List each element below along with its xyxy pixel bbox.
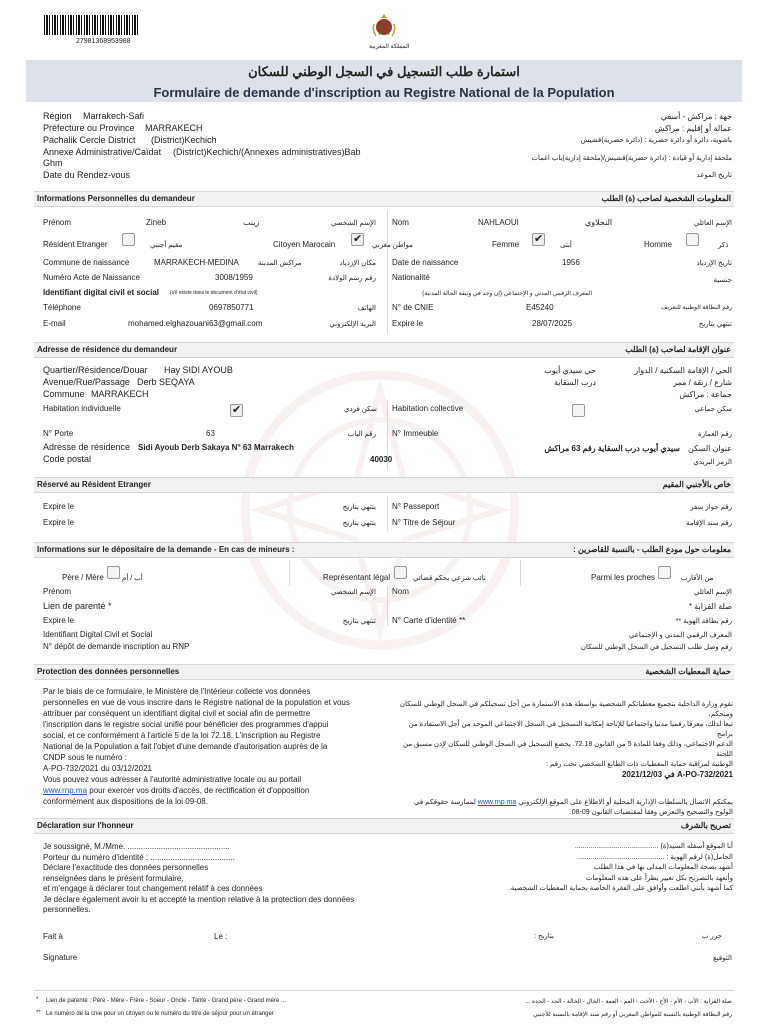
protection-line: Par le biais de ce formulaire, le Ministère de l'Intérieur collecte vos données [43, 687, 311, 696]
dep-prenom-ar: الإسم الشخصي [330, 589, 376, 596]
title-fr: Formulaire de demande d'inscription au Registre National de la Population [153, 85, 615, 100]
section-personal-title-ar: المعلومات الشخصية لصاحب (ة) الطلب [601, 194, 731, 203]
declaration-line-ar: كما أشهد بأنني اطلعت وأوافق على الفقرة الخاصة بحماية المعطيات الشخصية. [508, 885, 733, 892]
quartier-ar-label: الحي / الإقامة السكنية / الدوار [634, 366, 732, 375]
section-address [34, 342, 734, 358]
declaration-line: et m'engage à déclarer tout changement relatif à ces données [43, 884, 263, 893]
section-declaration-title: Déclaration sur l'honneur [37, 821, 134, 830]
declaration-line: renseignées dans le présent formulaire, [43, 873, 184, 883]
annexe-ar: ملحقة إدارية أو قيادة : (دائرة حضرية)قشيش/(ملحقة إدارية)باب اغمات [531, 155, 732, 162]
postal-value: 40030 [370, 455, 393, 464]
date-naissance-value: 1956 [562, 258, 580, 267]
foreign-expire2-ar: ينتهي بتاريخ [342, 520, 376, 527]
footnote-star1: * [36, 997, 39, 1003]
commune-naissance-label: Commune de naissance [43, 258, 130, 267]
declaration-line: Porteur du numéro d'identité : ...................................... [43, 852, 235, 862]
section-foreign-title: Réservé au Résident Etranger [37, 480, 151, 489]
protection-line: attribuer par conséquent un identifiant digital civil et social afin de permettre [43, 709, 311, 718]
acte-value: 3008/1959 [215, 273, 253, 282]
region-ar: جهة : مراكش - أسفي [660, 112, 732, 121]
homme-checkbox[interactable] [686, 233, 699, 246]
porte-label: N° Porte [43, 429, 74, 438]
commune-value: MARRAKECH [91, 389, 149, 399]
postal-ar: الرمز البريدي [693, 459, 732, 466]
protection-line-ar: A-PO-732/2021 في 2021/12/03 [621, 770, 733, 779]
prenom-value: Zineb [146, 218, 167, 227]
quartier-value: Hay SIDI AYOUB [164, 365, 233, 375]
prefecture-label: Préfecture ou Province [43, 123, 135, 133]
declaration-line-ar: الحامل(ة) لرقم الهوية : ............................................. [577, 853, 733, 861]
citoyen-ar: مواطن مغربي [372, 242, 413, 249]
commune-naissance-ar-value: مراكش المدينة [258, 260, 302, 267]
homme-ar: ذكر [718, 242, 729, 249]
adresse-value: Sidi Ayoub Derb Sakaya N° 63 Marrakech [138, 443, 295, 452]
resident-label: Résident Etranger [43, 240, 108, 249]
hab-col-label: Habitation collective [392, 404, 464, 413]
protection-contact-ar [395, 798, 733, 808]
declaration-text-ar [420, 842, 733, 895]
signature-label: Signature [43, 953, 78, 962]
dep-prenom-label: Prénom [43, 587, 72, 596]
section-personal [34, 191, 734, 207]
section-protection-title: Protection des données personnelles [37, 667, 180, 676]
protection-line: social, et ce conformément à l'article 5 de la loi 72.18. L'inscription au Registre [43, 731, 321, 740]
expire-value: 28/07/2025 [532, 319, 573, 328]
hab-ind-label: Habitation individuelle [43, 404, 121, 413]
nom-value: NAHLAOUI [478, 218, 519, 227]
declaration-line-ar: أشهد بصحة المعلومات المدلى بها في هذا الطلب [593, 864, 733, 871]
dep-expire-ar: تنتهي بتاريخ [342, 618, 376, 625]
identifiant-ar: المعرف الرقمي المدني و الإجتماعي (إن وجد في وثيقة الحالة المدنية) [422, 291, 592, 297]
femme-label: Femme [492, 240, 520, 249]
nom-label: Nom [392, 218, 409, 227]
resident-ar: مقيم أجنبي [150, 242, 183, 249]
section-protection-title-ar: حماية المعطيات الشخصية [645, 667, 731, 676]
region-label: Région [43, 111, 72, 121]
date-ar: بتاريخ : [534, 933, 554, 940]
footnote-1-fr: Lien de parenté : Père - Mère - Frère - Soeur - Oncle - Tante - Grand père - Grand mère ... [46, 998, 286, 1004]
identifiant-label: Identifiant digital civil et social [43, 288, 160, 297]
commune-naissance-ar-label: مكان الإزدياد [339, 260, 376, 267]
pachalik-value: (District)Kechich [151, 135, 217, 145]
quartier-ar-value: حي سيدي أيوب [544, 366, 596, 375]
adresse-ar-label: عنوان السكن [688, 444, 732, 453]
le-label: Le : [214, 932, 228, 941]
lien-label: Lien de parenté * [43, 601, 112, 611]
column-divider [520, 560, 521, 586]
immeuble-ar: رقم العمارة [697, 431, 732, 438]
emblem-caption: المملكة المغربية [369, 44, 410, 50]
section-foreign [34, 477, 734, 493]
pachalik-ar: باشوية، دائرة أو دائرة حضرية : (دائرة حضرية)قشيش [580, 137, 732, 144]
title-ar: استمارة طلب التسجيل في السجل الوطني للسكان [248, 64, 520, 79]
protection-link-line [43, 785, 383, 796]
hab-ind-checkbox[interactable] [230, 404, 243, 417]
porte-value: 63 [206, 429, 215, 438]
expire-ar: تنتهي بتاريخ [698, 321, 732, 328]
nom-ar-label: الإسم العائلي [693, 220, 732, 227]
nationalite-ar: جنسية [713, 277, 732, 284]
telephone-ar: الهاتف [357, 305, 376, 312]
commune-naissance-value: MARRAKECH-MEDINA [154, 258, 239, 267]
protection-line: personnelles en vue de vous inscrire dans le Registre national de la population et vous [43, 698, 350, 707]
dep-ident-ar: المعرف الرقمي المدني و الإجتماعي [628, 632, 732, 639]
email-label: E-mail [43, 319, 66, 328]
commune-label: Commune [43, 389, 85, 399]
telephone-value: 0697850771 [209, 303, 254, 312]
footnote-star2: ** [36, 1010, 41, 1016]
fait-label: Fait à [43, 932, 64, 941]
foreign-expire1-ar: ينتهي بتاريخ [342, 504, 376, 511]
annexe-label: Annexe Administrative/Caïdat [43, 147, 162, 157]
lien-ar: صلة القرابة * [688, 602, 732, 611]
date-naissance-label: Date de naissance [392, 258, 459, 267]
pere-checkbox[interactable] [107, 566, 120, 579]
region-value: Marrakech-Safi [83, 111, 145, 121]
protection-line: CNDP sous le numéro : [43, 753, 127, 762]
depot-label: N° dépôt de demande inscription au RNP [43, 642, 190, 651]
pere-ar: أب / أم [122, 575, 143, 582]
dep-nom-ar: الإسم العائلي [693, 589, 732, 596]
barcode [44, 15, 140, 35]
email-value: mohamed.elghazouani63@gmail.com [128, 319, 263, 328]
annexe-value: (District)Kechich/(Annexes administratives)Bab [173, 147, 361, 157]
protection-contact-ar-text: يمكنكم الاتصال بالسلطات الإدارية المحلية أو الاطلاع على الموقع الإلكتروني [518, 799, 733, 806]
citoyen-checkbox[interactable] [351, 233, 364, 246]
avenue-ar-value: درب السقاية [554, 378, 596, 387]
protection-line-ar: الدعم الاجتماعي، وذلك وفقا للمادة 5 من القانون 72.18. يخضع التسجيل في السجل الوطني للسكان لإذن مسبق من اللجنة [402, 741, 733, 758]
declaration-line: Déclare l'exactitude des données personnelles [43, 863, 209, 872]
protection-line-ar: الولوج والتصحيح والتعرض وفقا لمقتضيات القانون 09-08. [569, 809, 733, 816]
citoyen-label: Citoyen Marocain [273, 240, 336, 249]
hab-col-checkbox[interactable] [572, 404, 585, 417]
footer-divider [34, 990, 734, 991]
proches-ar: من الأقارب [681, 575, 714, 582]
avenue-label: Avenue/Rue/Passage [43, 377, 130, 387]
annexe-value-cont: Ghm [43, 158, 63, 168]
depot-ar: رقم وصل طلب التسجيل في السجل الوطني للسكان [580, 644, 732, 651]
carte-label: N° Carte d'identité ** [392, 616, 466, 625]
footnote-2-ar: رقم البطاقة الوطنية بالنسبة للمواطن المغربي أو رقم سند الإقامة بالنسبة للأجنبي [533, 1012, 732, 1018]
email-ar: البريد الإلكتروني [329, 321, 376, 328]
protection-text-fr [43, 686, 383, 807]
cnie-ar: رقم البطاقة الوطنية للتعريف [661, 305, 732, 311]
morocco-emblem-icon [370, 12, 398, 42]
fait-ar: حرر ب [701, 933, 722, 940]
declaration-line: Je soussigné, M./Mme. .............................................. [43, 842, 230, 851]
quartier-label: Quartier/Résidence/Douar [43, 365, 148, 375]
section-depositor-title: Informations sur le dépositaire de la demande - En cas de mineurs : [37, 545, 295, 554]
declaration-text-fr [43, 842, 388, 916]
declaration-line-ar: أنا الموقع أسفله السيد(ة) ........................................... [574, 843, 733, 850]
proches-label: Parmi les proches [591, 573, 656, 582]
barcode-number: 27981368953988 [76, 38, 131, 45]
section-address-title: Adresse de résidence du demandeur [37, 345, 178, 354]
section-declaration [34, 818, 734, 834]
watermark-emblem [230, 360, 530, 660]
rnp-link-ar[interactable]: www.rnp.ma [477, 799, 517, 806]
dep-ident-label: Identifiant Digital Civil et Social [43, 630, 153, 639]
section-depositor-title-ar: معلومات حول مودع الطلب - بالنسبة للقاصرين : [573, 545, 731, 554]
sejour-ar: رقم سند الإقامة [686, 520, 732, 527]
expire-label: Expire le [392, 319, 424, 328]
section-declaration-title-ar: تصريح بالشرف [680, 821, 731, 830]
rep-label: Représentant légal [323, 573, 391, 582]
nom-ar-value: النحلاوي [585, 218, 613, 227]
postal-label: Code postal [43, 454, 92, 464]
adresse-label: Adresse de résidence [43, 442, 131, 452]
section-protection [34, 664, 734, 680]
commune-ar: جماعة : مراكش [679, 390, 732, 399]
homme-label: Homme [644, 240, 673, 249]
resident-checkbox[interactable] [122, 233, 135, 246]
section-depositor [34, 542, 734, 558]
passport-label: N° Passeport [392, 502, 440, 511]
rep-checkbox[interactable] [394, 566, 407, 579]
declaration-line: personnelles. [43, 905, 91, 914]
proches-checkbox[interactable] [658, 566, 671, 579]
protection-text-ar [395, 700, 733, 818]
footnote-1-ar: صلة القرابة : الأب - الأم - الأخ - الأخت - العم - العمة - الخال - الخالة - الجد - الجدة ... [525, 999, 732, 1005]
rdv-ar: تاريخ الموعد [696, 172, 732, 179]
column-divider [387, 210, 388, 334]
prefecture-ar: عمالة أو إقليم : مراكش [654, 124, 732, 133]
dep-expire-label: Expire le [43, 616, 75, 625]
protection-line: conformément aux dispositions de la loi 09-08. [43, 797, 208, 806]
prefecture-value: MARRAKECH [145, 123, 203, 133]
acte-label: Numéro Acte de Naissance [43, 273, 140, 282]
protection-line-ar: تقوم وزارة الداخلية بتجميع معطياتكم الشخصية بواسطة هذه الاستمارة من أجل تسجيلكم في السجل الوطني للسكان ومنحكم، [399, 701, 733, 718]
protection-line: Vous pouvez vous adresser à l'autorité administrative locale ou au portail [43, 775, 302, 784]
declaration-line-ar: وأتعهد بالتصريح بكل تغيير يطرأ على هذه المعلومات [585, 874, 733, 882]
pere-label: Père / Mère [62, 573, 104, 582]
column-divider [387, 496, 388, 531]
sejour-label: N° Titre de Séjour [392, 518, 456, 527]
nationalite-label: Nationalité [392, 273, 430, 282]
prenom-ar-label: الإسم الشخصي [330, 220, 376, 227]
passport-ar: رقم جواز سفر [690, 504, 732, 511]
carte-ar: رقم بطاقة الهوية ** [675, 618, 732, 625]
protection-contact-ar-text2: لممارسة حقوقكم في [414, 799, 476, 806]
section-foreign-title-ar: خاص بالأجنبي المقيم [662, 480, 731, 489]
immeuble-label: N° Immeuble [392, 429, 439, 438]
protection-line-ar: الوطنية لمراقبة حماية المعطيات ذات الطابع الشخصي تحت رقم : [546, 761, 733, 768]
avenue-ar-label: شارع / زنقة / ممر [673, 378, 732, 387]
hab-ind-ar: سكن فردي [344, 406, 377, 413]
protection-line: A-PO-732/2021 du 03/12/2021 [43, 764, 152, 773]
dep-nom-label: Nom [392, 587, 409, 596]
prenom-label: Prénom [43, 218, 72, 227]
rep-ar: نائب شرعي بحكم قضائي [413, 575, 486, 582]
section-address-title-ar: عنوان الإقامة لصاحب (ة) الطلب [625, 345, 731, 354]
femme-checkbox[interactable] [532, 233, 545, 246]
signature-ar: التوقيع [713, 955, 732, 962]
acte-ar: رقم رسم الولادة [328, 275, 376, 282]
protection-line-ar: تبعا لذلك، معرفا رقميا مدنيا واجتماعيا للإتاحة إمكانية التسجيل في السجل الاجتماعي الموحد من أجل الاستفادة من برامج [408, 721, 733, 738]
rnp-link[interactable]: www.rnp.ma [43, 786, 88, 795]
foreign-expire2-label: Expire le [43, 518, 75, 527]
avenue-value: Derb SEQAYA [137, 377, 195, 387]
date-naissance-ar: تاريخ الإزدياد [696, 260, 732, 267]
section-personal-title: Informations Personnelles du demandeur [37, 194, 195, 203]
adresse-ar-value: سيدي أيوب درب السقاية رقم 63 مراكش [544, 444, 680, 453]
footnote-2-fr: Le numéro de la cnie pour un citoyen ou le numéro du titre de séjour pour un étranger [46, 1011, 274, 1017]
foreign-expire1-label: Expire le [43, 502, 75, 511]
cnie-label: N° de CNIE [392, 303, 434, 312]
rdv-label: Date du Rendez-vous [43, 170, 131, 180]
protection-line: l'inscription dans le registre social unifié pour bénéficier des programmes d'appui [43, 720, 329, 729]
femme-ar: أنثى [560, 242, 572, 249]
cnie-value: E45240 [526, 303, 554, 312]
porte-ar: رقم الباب [347, 431, 376, 438]
declaration-line: Je déclare également avoir lu et accepté la mention relative à la protection des données [43, 894, 355, 904]
protection-after-link: pour exercer vos droits d'accès, de rectification et d'opposition [89, 786, 310, 795]
column-divider [387, 586, 388, 626]
pachalik-label: Pachalik Cercle District [43, 135, 136, 145]
telephone-label: Téléphone [43, 303, 81, 312]
hab-col-ar: سكن جماعي [694, 406, 732, 413]
identifiant-note: (s'il existe dans le document d'état civil) [170, 290, 258, 296]
prenom-ar-value: زينب [243, 218, 260, 227]
column-divider [289, 560, 290, 586]
protection-line: National de la Population a fait l'objet d'une demande d'autorisation auprès de la [43, 742, 328, 751]
